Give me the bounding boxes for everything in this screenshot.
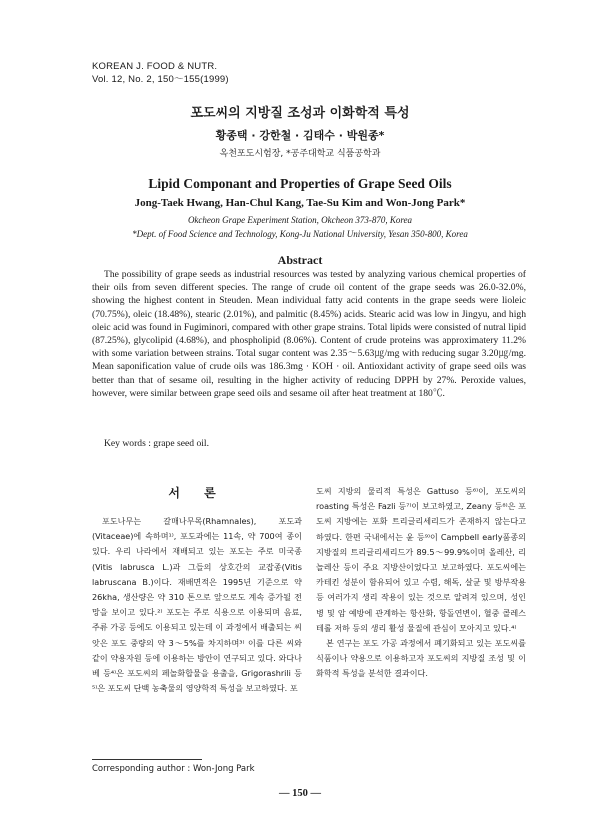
korean-affiliation: 옥천포도시험장, *공주대학교 식품공학과 xyxy=(219,149,381,159)
journal-name: KOREAN J. FOOD & NUTR. xyxy=(92,61,218,72)
english-affiliation-1: Okcheon Grape Experiment Station, Okcheon 373-870, Korea xyxy=(187,215,413,225)
korean-title: 포도씨의 지방질 조성과 이화학적 특성 xyxy=(190,106,410,121)
abstract-heading: Abstract xyxy=(277,253,323,267)
english-affiliation-2: *Dept. of Food Science and Technology, Kong-Ju National University, Yesan 350-800, Korea xyxy=(132,229,468,239)
footnote-rule xyxy=(92,759,202,760)
korean-authors: 황종택 · 강한철 · 김태수 · 박원종* xyxy=(215,129,385,142)
english-authors: Jong-Taek Hwang, Han-Chul Kang, Tae-Su Kim and Won-Jong Park* xyxy=(134,197,466,209)
page-number: — 150 — xyxy=(279,788,321,799)
introduction-paragraph-2: 도씨 지방의 물리적 특성은 Gattuso 등⁶⁾이, 포도씨의 roasting 특성은 Fazli 등⁷⁾이 보고하였고, Zeany 등⁸⁾은 포도씨 지방에는 포화 트리글리세리드가 존재하지 않는다고 하였다. 한편 국내에서는 윤 등⁹⁾이 Campbell early품종의 지방질의 트리글리세리드가 89.5～99.9%이며 올레산, 리놀레산 등이 주요 지방산이었다고 보고하였다. 포도씨에는 카테킨 성분이 함유되어 있고 수렴, 해독, 살균 및 방부작용 등 여러가지 생리 작용이 있는 것으로 알려져 있으며, 성인병 및 암 예방에 관계하는 항산화, 항돌연변이, 혈중 콜레스테롤 저하 등의 생리 활성 물질에 관심이 모아지고 있다.⁴⁾ xyxy=(316,486,526,633)
journal-citation xyxy=(92,60,229,86)
section-heading: 서 론 xyxy=(168,486,226,500)
introduction-paragraph-3: 본 연구는 포도 가공 과정에서 폐기화되고 있는 포도씨를 식품이나 약용으로 이용하고자 포도씨의 지방질 조성 및 이화학적 특성을 분석한 결과이다. xyxy=(316,638,526,679)
introduction-paragraph-1: 포도나무는 갈매나무목(Rhamnales), 포도과(Vitaceae)에 속하며¹⁾, 포도과에는 11속, 약 700여 종이 있다. 우리 나라에서 재배되고 있는 포도는 주로 미국종(Vitis labrusca L.)과 그들의 상호간의 교잡종(Vitis labruscana B.)이다. 재배면적은 1995년 기준으로 약 26kha, 생산량은 약 310 톤으로 앞으로도 계속 증가될 전망을 보이고 있다.²⁾ 포도는 주로 식용으로 이용되며 음료, 주류 가공 등에도 이용되고 있는데 이 과정에서 배출되는 씨앗은 포도 중량의 약 3～5%를 차지하며³⁾ 이를 다른 씨와 같이 약용자원 등에 이용하는 방안이 연구되고 있다. 와다나베 등⁴⁾은 포도씨의 페놀화합물을 용출을, Grigorashrili 등⁵⁾은 포도씨 단백 농축물의 영양학적 특성을 보고하였다. 포 xyxy=(92,516,302,694)
english-title: Lipid Componant and Properties of Grape Seed Oils xyxy=(148,176,452,191)
corresponding-author: Corresponding author : Won-Jong Park xyxy=(92,764,255,774)
journal-volume: Vol. 12, No. 2, 150～155(1999) xyxy=(92,74,229,85)
right-column xyxy=(316,484,526,682)
keywords: Key words : grape seed oil. xyxy=(104,438,209,449)
left-column xyxy=(92,484,302,696)
abstract-text: The possibility of grape seeds as industrial resources was tested by analyzing various chemical properties of their oils from seven different species. The range of crude oil content of the grape seeds was 26.0-32.0%, showing the highest content in Steuden. Mean individual fatty acid contents in the grape seeds were lioleic (70.75%), oleic (18.48%), stearic (2.01%), and palmitic (8.45%) acids. Stearic acid was low in Jingyu, and high oleic acid was found in Fugiminori, compared with other grape strains. Total lipids were consisted of nutral lipid (87.25%), glycolipid (4.68%), and phospholipid (8.06%). Content of crude proteins was approximatery 11.2% with some variation between strains. Total sugar content was 2.35～5.63㎍/mg with reducing sugar 3.20㎍/mg. Mean saponification value of crude oils was 186.3mg · KOH · oil. Antioxidant activity of grape seed oils was better than that of sesame oil, resulting in the higher activity of reducing DPPH by 27%. Peroxide values, however, were similar between grape seed oils and sesame oil after heat treatment at 180℃. xyxy=(92,269,526,399)
